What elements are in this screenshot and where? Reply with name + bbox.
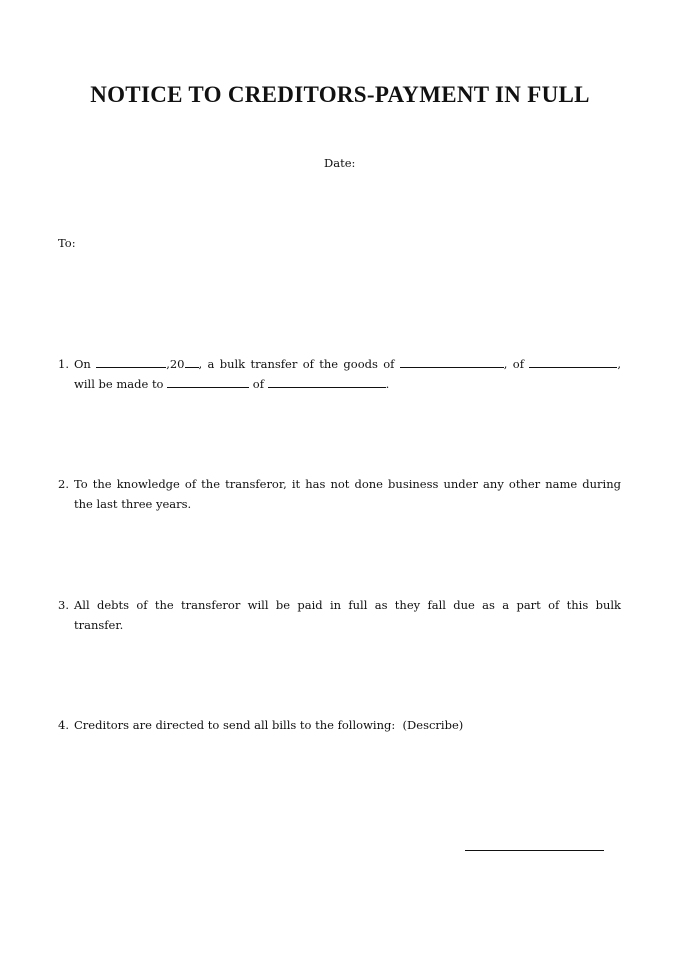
date-blank[interactable] (96, 355, 166, 368)
paragraph-2 (58, 474, 621, 514)
paragraph-1-on: On (74, 357, 91, 371)
paragraph-2-line-1 (58, 474, 621, 494)
paragraph-1-year-prefix: ,20 (166, 357, 185, 371)
paragraph-1 (58, 354, 621, 394)
paragraph-3-line-1-text: All debts of the transferor will be paid in full as they fall due as a part of this bulk (74, 598, 621, 612)
signature-line[interactable] (465, 850, 604, 851)
paragraph-3 (58, 595, 621, 635)
paragraph-1-of-text: , of (503, 357, 524, 371)
transferee-name-blank[interactable] (167, 375, 249, 388)
paragraph-2-line-1-text: To the knowledge of the transferor, it has not done business under any other name during (74, 477, 621, 491)
paragraph-2-number: 2. (58, 477, 69, 491)
paragraph-1-line-2-start: will be made to (74, 377, 164, 391)
paragraph-1-line-2-end: . (385, 377, 390, 391)
to-label: To: (58, 236, 76, 250)
document-title: NOTICE TO CREDITORS-PAYMENT IN FULL (90, 82, 590, 107)
year-blank[interactable] (185, 355, 199, 368)
date-label: Date: (324, 156, 356, 170)
paragraph-1-number: 1. (58, 357, 69, 371)
transferor-name-blank[interactable] (400, 355, 504, 368)
paragraph-2-line-2: the last three years. (74, 497, 192, 511)
transferee-address-blank[interactable] (268, 375, 386, 388)
paragraph-4-line-1 (58, 715, 621, 735)
paragraph-3-line-2: transfer. (74, 618, 124, 632)
paragraph-1-line-2-of: of (252, 377, 264, 391)
paragraph-4-text: Creditors are directed to send all bills to the following: (Describe) (74, 718, 464, 732)
transferor-address-blank[interactable] (529, 355, 617, 368)
paragraph-1-line-2 (58, 374, 621, 394)
paragraph-4-number: 4. (58, 718, 69, 732)
paragraph-1-line-1 (58, 354, 621, 374)
paragraph-4 (58, 715, 621, 735)
paragraph-1-end-comma: , (617, 357, 622, 371)
paragraph-3-line-1 (58, 595, 621, 615)
paragraph-1-bulk-text: , a bulk transfer of the goods of (198, 357, 395, 371)
paragraph-3-number: 3. (58, 598, 69, 612)
